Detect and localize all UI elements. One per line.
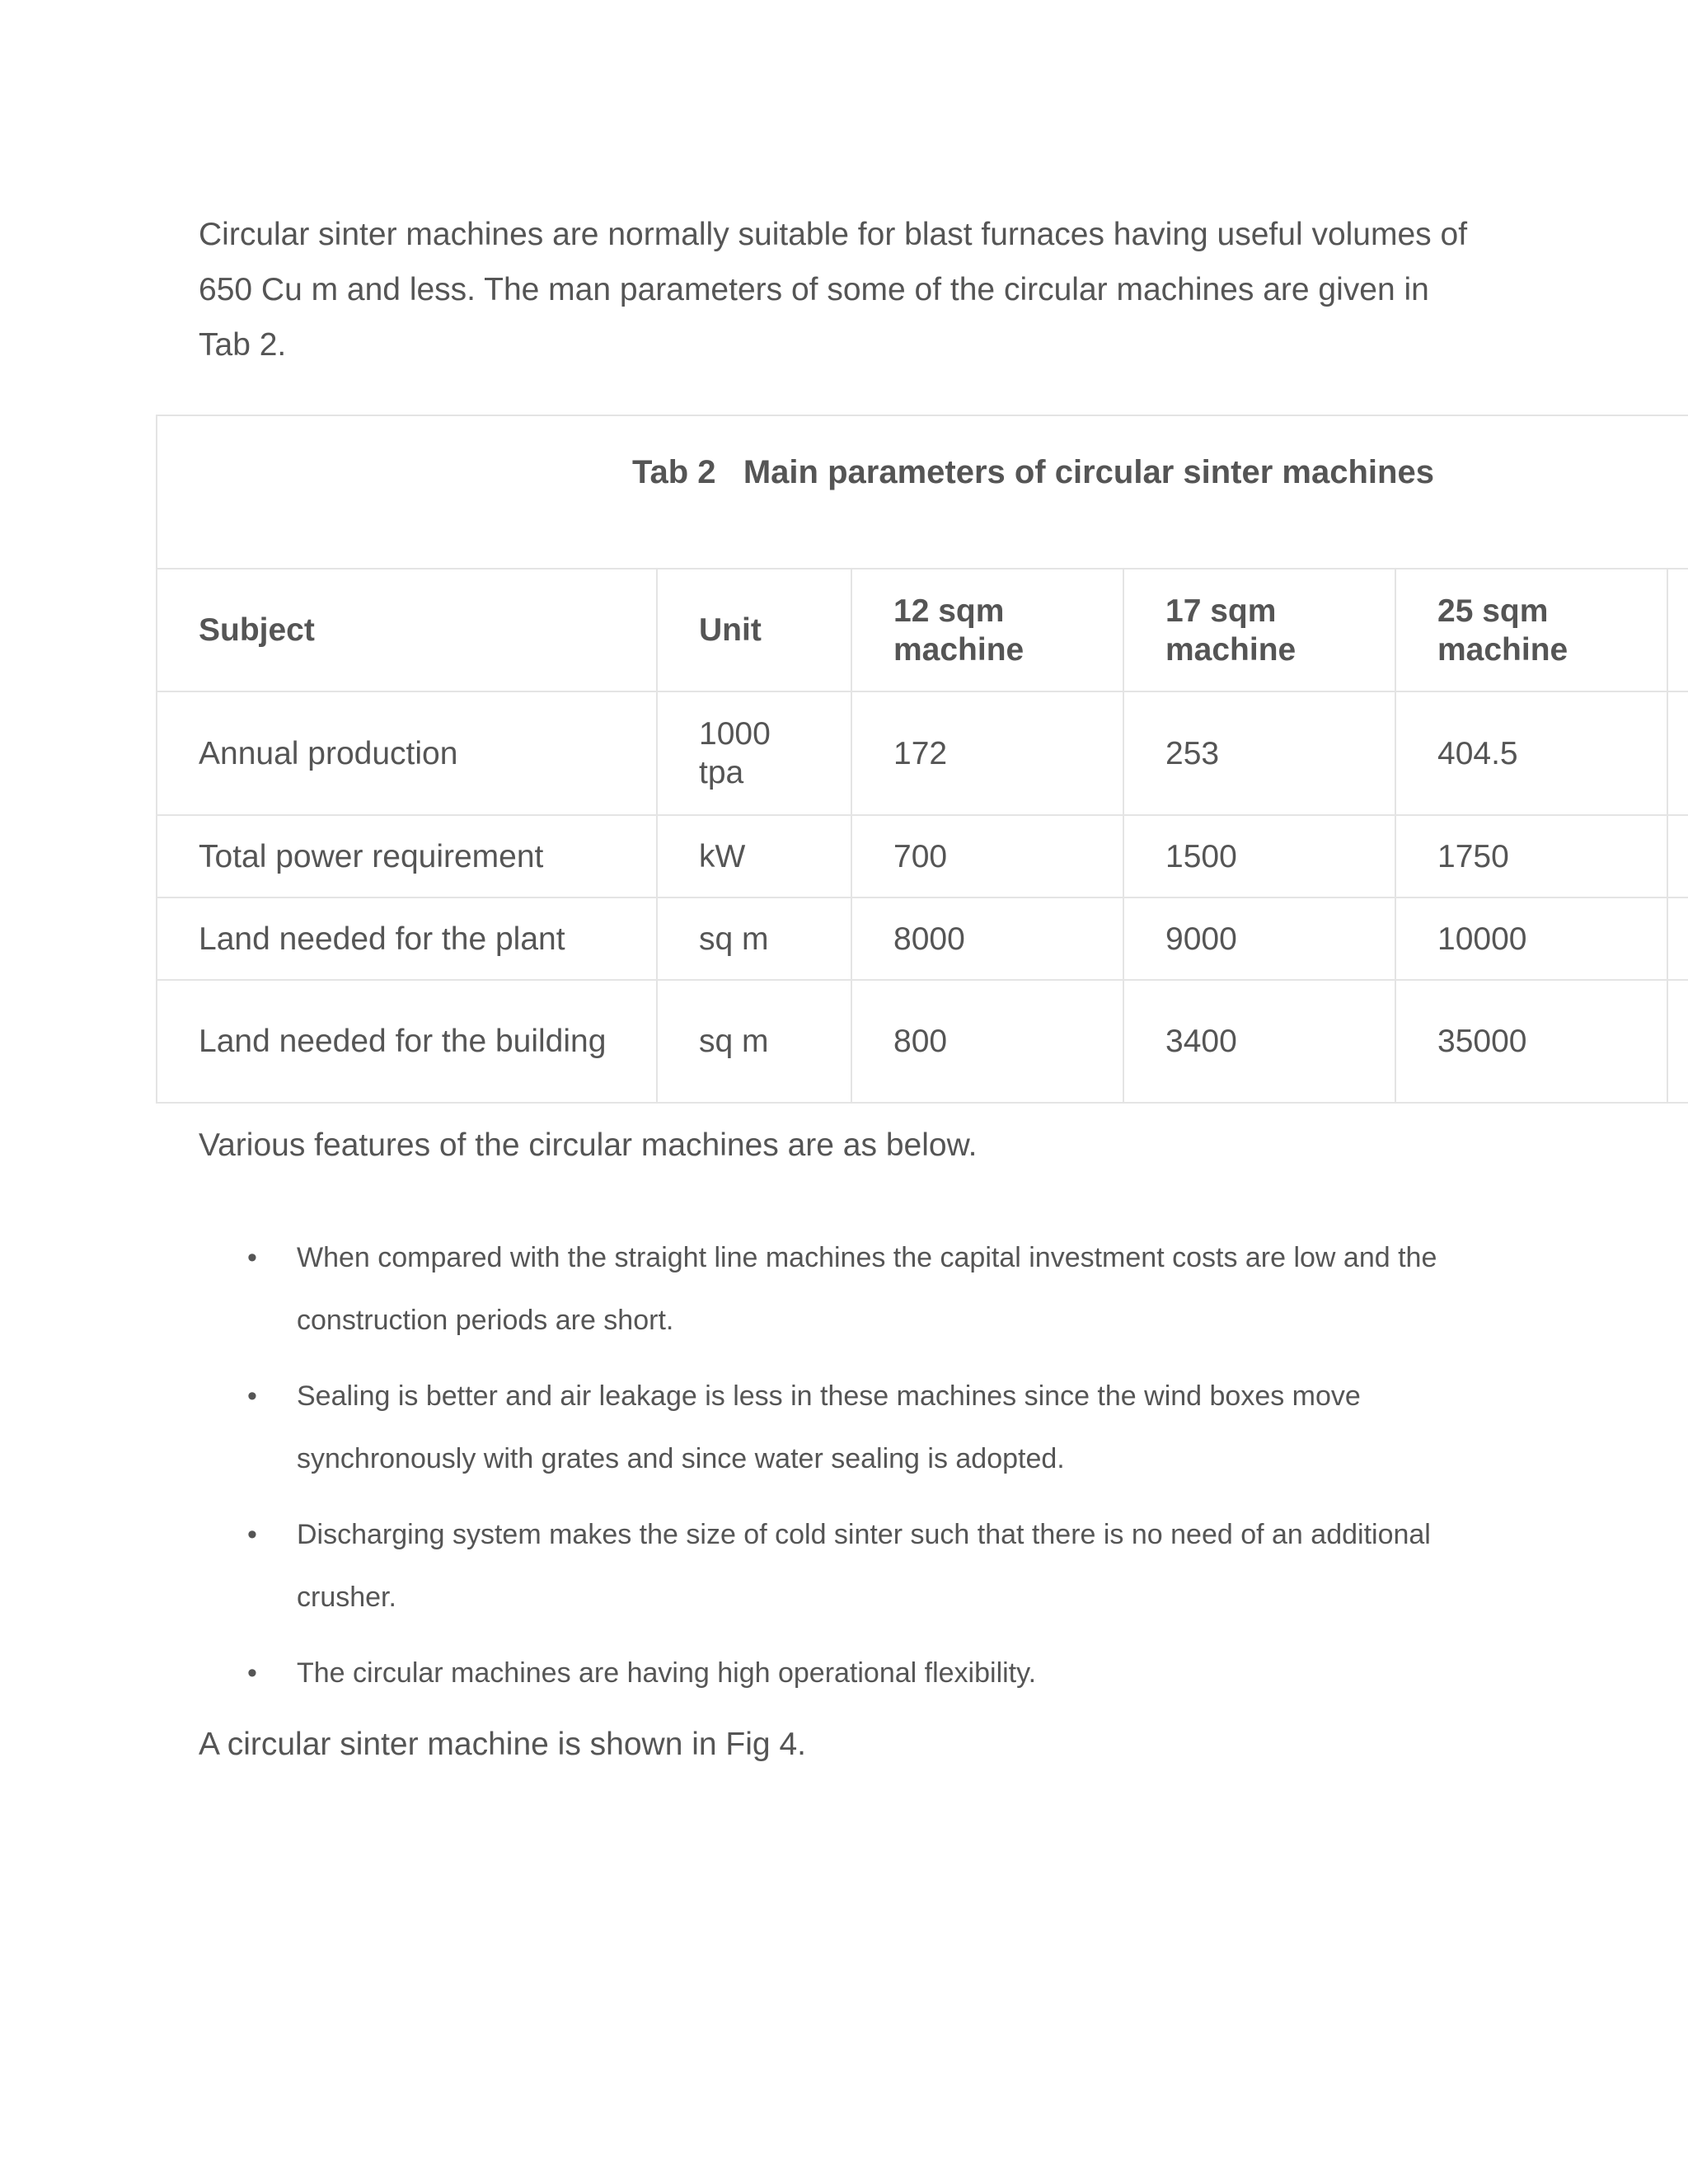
- cell-cutoff: [1667, 898, 1688, 980]
- feature-text: Sealing is better and air leakage is less in these machines since the wind boxes move synchronously with grates and since water sealing is adopted.: [297, 1380, 1361, 1474]
- cell-subject: Total power requirement: [157, 815, 657, 898]
- feature-text: When compared with the straight line machines the capital investment costs are low and the construction periods are short.: [297, 1242, 1437, 1336]
- header-12-sqm: 12 sqm machine: [851, 569, 1123, 691]
- cell-12-sqm: 172: [851, 691, 1123, 815]
- bullet-icon: •: [247, 1242, 257, 1273]
- table-header-row: [157, 569, 1688, 691]
- table-caption: Tab 2 Main parameters of circular sinter machines: [632, 454, 1434, 490]
- header-unit: Unit: [657, 569, 851, 691]
- cell-subject: Land needed for the building: [157, 980, 657, 1103]
- cell-unit: 1000 tpa: [657, 691, 851, 815]
- table-caption-row: [157, 416, 1688, 569]
- cell-cutoff: [1667, 815, 1688, 898]
- cell-17-sqm: 3400: [1123, 980, 1395, 1103]
- header-subject: Subject: [157, 569, 657, 691]
- cell-unit: sq m: [657, 898, 851, 980]
- parameters-table: [156, 415, 1688, 1104]
- header-25-sqm: 25 sqm machine: [1395, 569, 1667, 691]
- cell-12-sqm: 700: [851, 815, 1123, 898]
- intro-paragraph: Circular sinter machines are normally suitable for blast furnaces having useful volumes of 650 Cu m and less. The man parameters of some of the circular machines are given in Tab 2.: [199, 217, 1468, 363]
- bullet-icon: •: [247, 1380, 257, 1412]
- header-17-sqm: 17 sqm machine: [1123, 569, 1395, 691]
- list-item: [247, 1226, 1500, 1352]
- cell-17-sqm: 9000: [1123, 898, 1395, 980]
- cell-cutoff: [1667, 980, 1688, 1103]
- features-list: [247, 1226, 1500, 1718]
- features-intro: Various features of the circular machines are as below.: [199, 1127, 978, 1163]
- cell-25-sqm: 404.5: [1395, 691, 1667, 815]
- table-row: [157, 980, 1688, 1103]
- cell-subject: Land needed for the plant: [157, 898, 657, 980]
- cell-unit: sq m: [657, 980, 851, 1103]
- table-row: [157, 898, 1688, 980]
- closing-paragraph: A circular sinter machine is shown in Fig 4.: [199, 1727, 806, 1762]
- cell-12-sqm: 800: [851, 980, 1123, 1103]
- table-row: [157, 815, 1688, 898]
- cell-25-sqm: 35000: [1395, 980, 1667, 1103]
- cell-17-sqm: 253: [1123, 691, 1395, 815]
- feature-text: The circular machines are having high operational flexibility.: [297, 1657, 1037, 1689]
- bullet-icon: •: [247, 1657, 257, 1689]
- cell-17-sqm: 1500: [1123, 815, 1395, 898]
- cell-25-sqm: 1750: [1395, 815, 1667, 898]
- cell-12-sqm: 8000: [851, 898, 1123, 980]
- feature-text: Discharging system makes the size of cold sinter such that there is no need of an additional crusher.: [297, 1519, 1431, 1613]
- cell-subject: Annual production: [157, 691, 657, 815]
- header-cutoff: [1667, 569, 1688, 691]
- list-item: [247, 1642, 1500, 1704]
- bullet-icon: •: [247, 1519, 257, 1550]
- cell-cutoff: [1667, 691, 1688, 815]
- cell-unit: kW: [657, 815, 851, 898]
- parameters-grid: [157, 569, 1688, 1104]
- table-row: [157, 691, 1688, 815]
- list-item: [247, 1503, 1500, 1629]
- list-item: [247, 1365, 1500, 1490]
- cell-25-sqm: 10000: [1395, 898, 1667, 980]
